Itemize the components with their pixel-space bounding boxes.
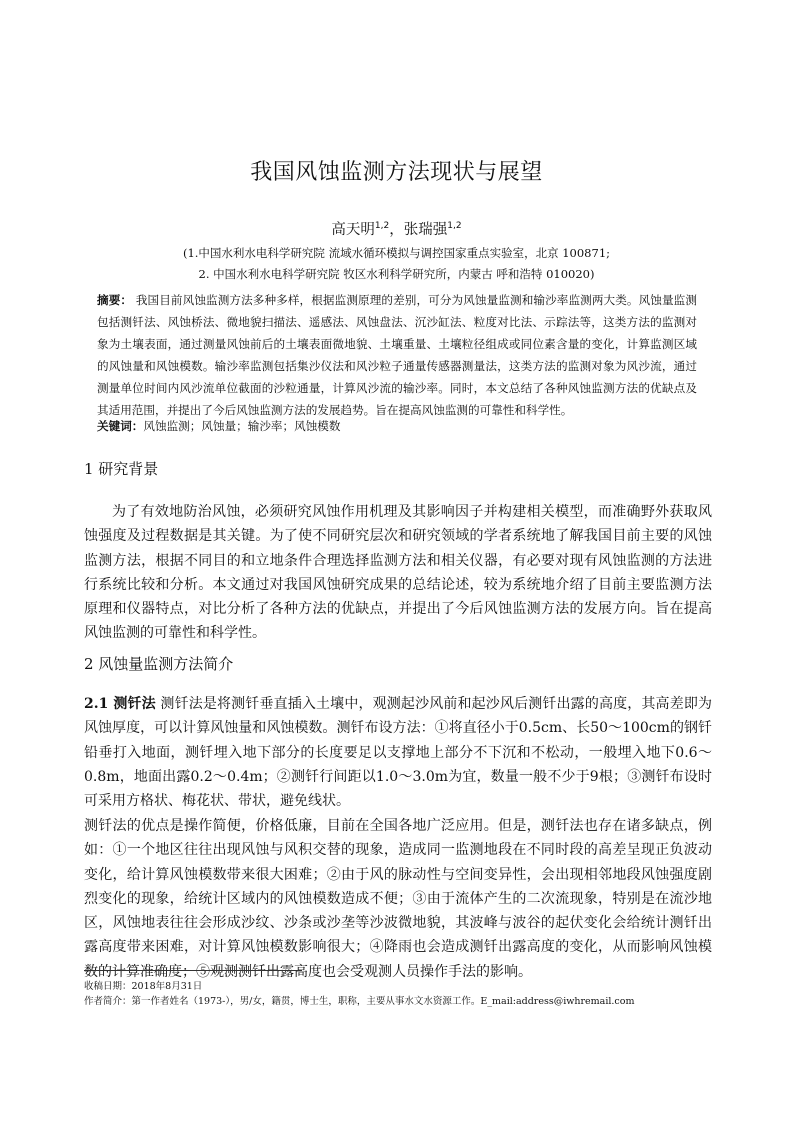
body-paragraph (84, 692, 712, 813)
footnote-received-date: 收稿日期：2018年8月31日 (84, 981, 203, 992)
author-affiliation-mark: 1,2 (374, 221, 390, 231)
abstract-text: 我国目前风蚀监测方法多种多样，根据监测原理的差别，可分为风蚀量监测和输沙率监测两大类。风蚀量监测包括测钎法、风蚀桥法、微地貌扫描法、遥感法、风蚀盘法、沉沙缸法、粒度对比法、示踪法等，这类方法的监测对象为土壤表面，通过测量风蚀前后的土壤表面微地貌、土壤重量、土壤粒径组成或同位素含量的变化，计算监测区域的风蚀量和风蚀模数。输沙率监测包括集沙仪法和风沙粒子通量传感器测量法，这类方法的监测对象为风沙流，通过测量单位时间内风沙流单位截面的沙粒通量，计算风沙流的输沙率。同时，本文总结了各种风蚀监测方法的优缺点及其适用范围，并提出了今后风蚀监测方法的发展趋势。旨在提高风蚀监测的可靠性和科学性。 (97, 293, 697, 417)
author-name: 张瑞强 (403, 222, 448, 238)
author-affiliation-mark: 1,2 (447, 221, 462, 231)
keywords (97, 417, 697, 435)
body-paragraph: 测钎法的优点是操作简便，价格低廉，目前在全国各地广泛应用。但是，测钎法也存在诸多缺点，例如：①一个地区往往出现风蚀与风积交替的现象，造成同一监测地段在不同时段的高差呈现正负波动变化，给计算风蚀模数带来很大困难；②由于风的脉动性与空间变异性，会出现相邻地段风蚀强度剧烈变化的现象，给统计区域内的风蚀模数造成不便；③由于流体产生的二次流现象，特别是在流沙地区，风蚀地表往往会形成沙纹、沙条或沙垄等沙波微地貌，其波峰与波谷的起伏变化会给统计测钎出露高度带来困难，对计算风蚀模数影响很大；④降雨也会造成测钎出露高度的变化，从而影响风蚀模数的计算准确度；⑤观测测钎出露高度也会受观测人员操作手法的影响。 (84, 818, 712, 980)
paper-title: 我国风蚀监测方法现状与展望 (250, 160, 543, 185)
section-heading: 1 研究背景 (84, 460, 159, 478)
subsection-text: 测钎法是将测钎垂直插入土壤中，观测起沙风前和起沙风后测钎出露的高度，其高差即为风蚀厚度，可以计算风蚀量和风蚀模数。测钎布设方法：①将直径小于0.5cm、长50～100cm的钢钎铅垂打入地面，测钎埋入地下部分的长度要足以支撑地上部分不下沉和不松动，一般埋入地下0.6～0.8m，地面出露0.2～0.4m；②测钎行间距以1.0～3.0m为宜，数量一般不少于9根；③测钎布设时可采用方格状、梅花状、带状，避免线状。 (84, 696, 713, 810)
author-line (0, 220, 793, 240)
section-heading: 2 风蚀量监测方法简介 (84, 655, 234, 673)
keywords-text: 风蚀监测；风蚀量；输沙率；风蚀模数 (143, 419, 341, 433)
subsection-heading: 2.1 测钎法 (84, 696, 156, 712)
body-paragraph: 为了有效地防治风蚀，必须研究风蚀作用机理及其影响因子并构建相关模型，而准确野外获取风蚀强度及过程数据是其关键。为了使不同研究层次和研究领域的学者系统地了解我国目前主要的风蚀监测方法，根据不同目的和立地条件合理选择监测方法和相关仪器，有必要对现有风蚀监测的方法进行系统比较和分析。本文通过对我国风蚀研究成果的总结论述，较为系统地介绍了目前主要监测方法原理和仪器特点，对比分析了各种方法的优缺点，并提出了今后风蚀监测方法的发展方向。旨在提高风蚀监测的可靠性和科学性。 (84, 504, 712, 642)
abstract (97, 289, 697, 421)
abstract-label: 摘要： (97, 293, 133, 307)
keywords-label: 关键词： (97, 419, 144, 433)
footnote-author-info: 作者简介：第一作者姓名（1973-），男/女，籍贯，博士生，职称，主要从事水文水资源工作。E_mail:address@iwhremail.com (84, 996, 635, 1007)
author-separator: ， (389, 222, 404, 238)
affiliation-line: 2. 中国水利水电科学研究院 牧区水利科学研究所，内蒙古 呼和浩特 010020) (198, 267, 595, 281)
author-name: 高天明 (331, 222, 375, 238)
footnote-divider (84, 970, 302, 971)
affiliation-line: (1.中国水利水电科学研究院 流域水循环模拟与调控国家重点实验室，北京 100871; (182, 246, 611, 260)
